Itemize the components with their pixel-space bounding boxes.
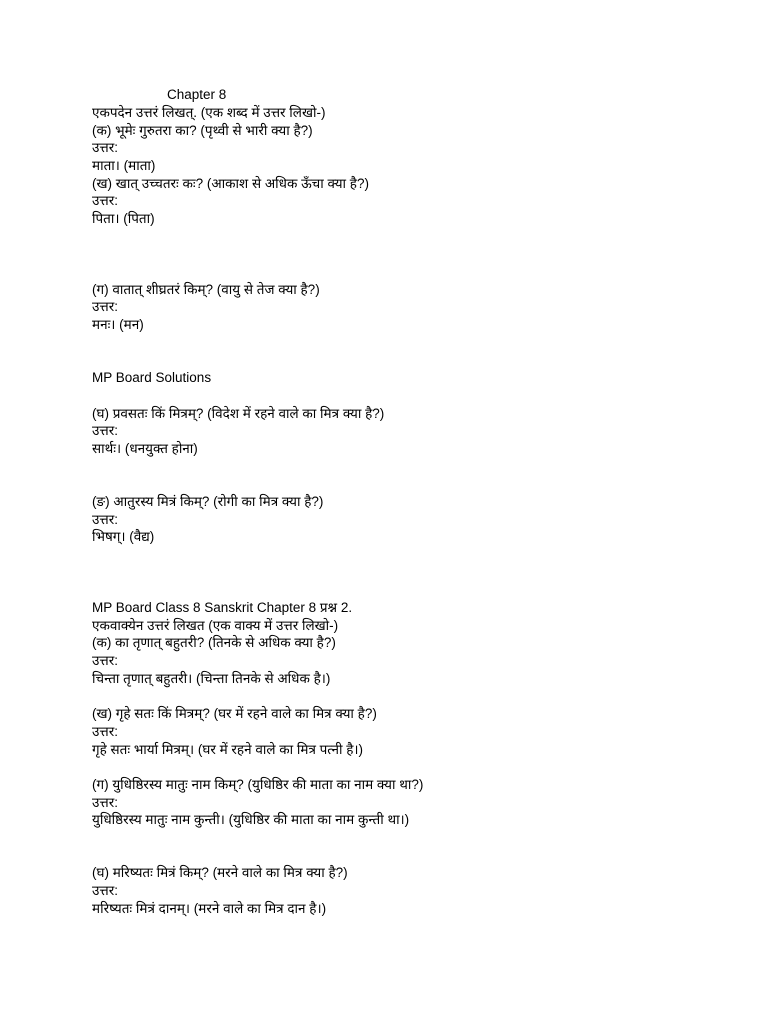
answer-gha: सार्थः। (धनयुक्त होना) bbox=[92, 441, 198, 456]
answer2-kha: गृहे सतः भार्या मित्रम्। (घर में रहने वाले का मित्र पत्नी है।) bbox=[92, 742, 363, 757]
question-kha: (ख) खात् उच्चतरः कः? (आकाश से अधिक ऊँचा क्या है?) bbox=[92, 176, 369, 191]
chapter-title: Chapter 8 bbox=[167, 87, 227, 102]
section2-title: MP Board Class 8 Sanskrit Chapter 8 प्रश्न 2. bbox=[92, 600, 353, 615]
answer-kha: पिता। (पिता) bbox=[92, 211, 155, 226]
answer-label: उत्तर: bbox=[92, 724, 118, 739]
answer-label: उत्तर: bbox=[92, 193, 118, 208]
question-nga: (ङ) आतुरस्य मित्रं किम्? (रोगी का मित्र क्या है?) bbox=[92, 494, 324, 509]
answer2-gha: मरिष्यतः मित्रं दानम्। (मरने वाले का मित्र दान है।) bbox=[92, 901, 327, 916]
question2-gha: (घ) मरिष्यतः मित्रं किम्? (मरने वाले का मित्र क्या है?) bbox=[92, 865, 348, 880]
answer-label: उत्तर: bbox=[92, 512, 118, 527]
answer2-ka: चिन्ता तृणात् बहुतरी। (चिन्ता तिनके से अधिक है।) bbox=[92, 671, 331, 686]
question2-ka: (क) का तृणात् बहुतरी? (तिनके से अधिक क्या है?) bbox=[92, 635, 336, 650]
answer-label: उत्तर: bbox=[92, 883, 118, 898]
answer-nga: भिषग्। (वैद्य) bbox=[92, 529, 155, 544]
answer-label: उत्तर: bbox=[92, 423, 118, 438]
answer2-ga: युधिष्ठिरस्य मातुः नाम कुन्ती। (युधिष्ठिर की माता का नाम कुन्ती था।) bbox=[92, 812, 410, 827]
question2-ga: (ग) युधिष्ठिरस्य मातुः नाम किम्? (युधिष्ठिर की माता का नाम क्या था?) bbox=[92, 777, 424, 792]
answer-label: उत्तर: bbox=[92, 653, 118, 668]
answer-label: उत्तर: bbox=[92, 140, 118, 155]
question-ka: (क) भूमेः गुरुतरा का? (पृथ्वी से भारी क्या है?) bbox=[92, 123, 313, 138]
question-gha: (घ) प्रवसतः किं मित्रम्? (विदेश में रहने वाले का मित्र क्या है?) bbox=[92, 406, 385, 421]
section1-heading: एकपदेन उत्तरं लिखत्. (एक शब्द में उत्तर लिखो-) bbox=[92, 105, 326, 120]
question2-kha: (ख) गृहे सतः किं मित्रम्? (घर में रहने वाले का मित्र क्या है?) bbox=[92, 706, 377, 721]
answer-label: उत्तर: bbox=[92, 795, 118, 810]
answer-ka: माता। (माता) bbox=[92, 158, 156, 173]
answer-ga: मनः। (मन) bbox=[92, 317, 144, 332]
ad-link-text: MP Board Solutions bbox=[92, 370, 212, 385]
question-ga: (ग) वातात् शीघ्रतरं किम्? (वायु से तेज क्या है?) bbox=[92, 282, 320, 297]
answer-label: उत्तर: bbox=[92, 299, 118, 314]
section2-heading: एकवाक्येन उत्तरं लिखत (एक वाक्य में उत्तर लिखो-) bbox=[92, 618, 339, 633]
